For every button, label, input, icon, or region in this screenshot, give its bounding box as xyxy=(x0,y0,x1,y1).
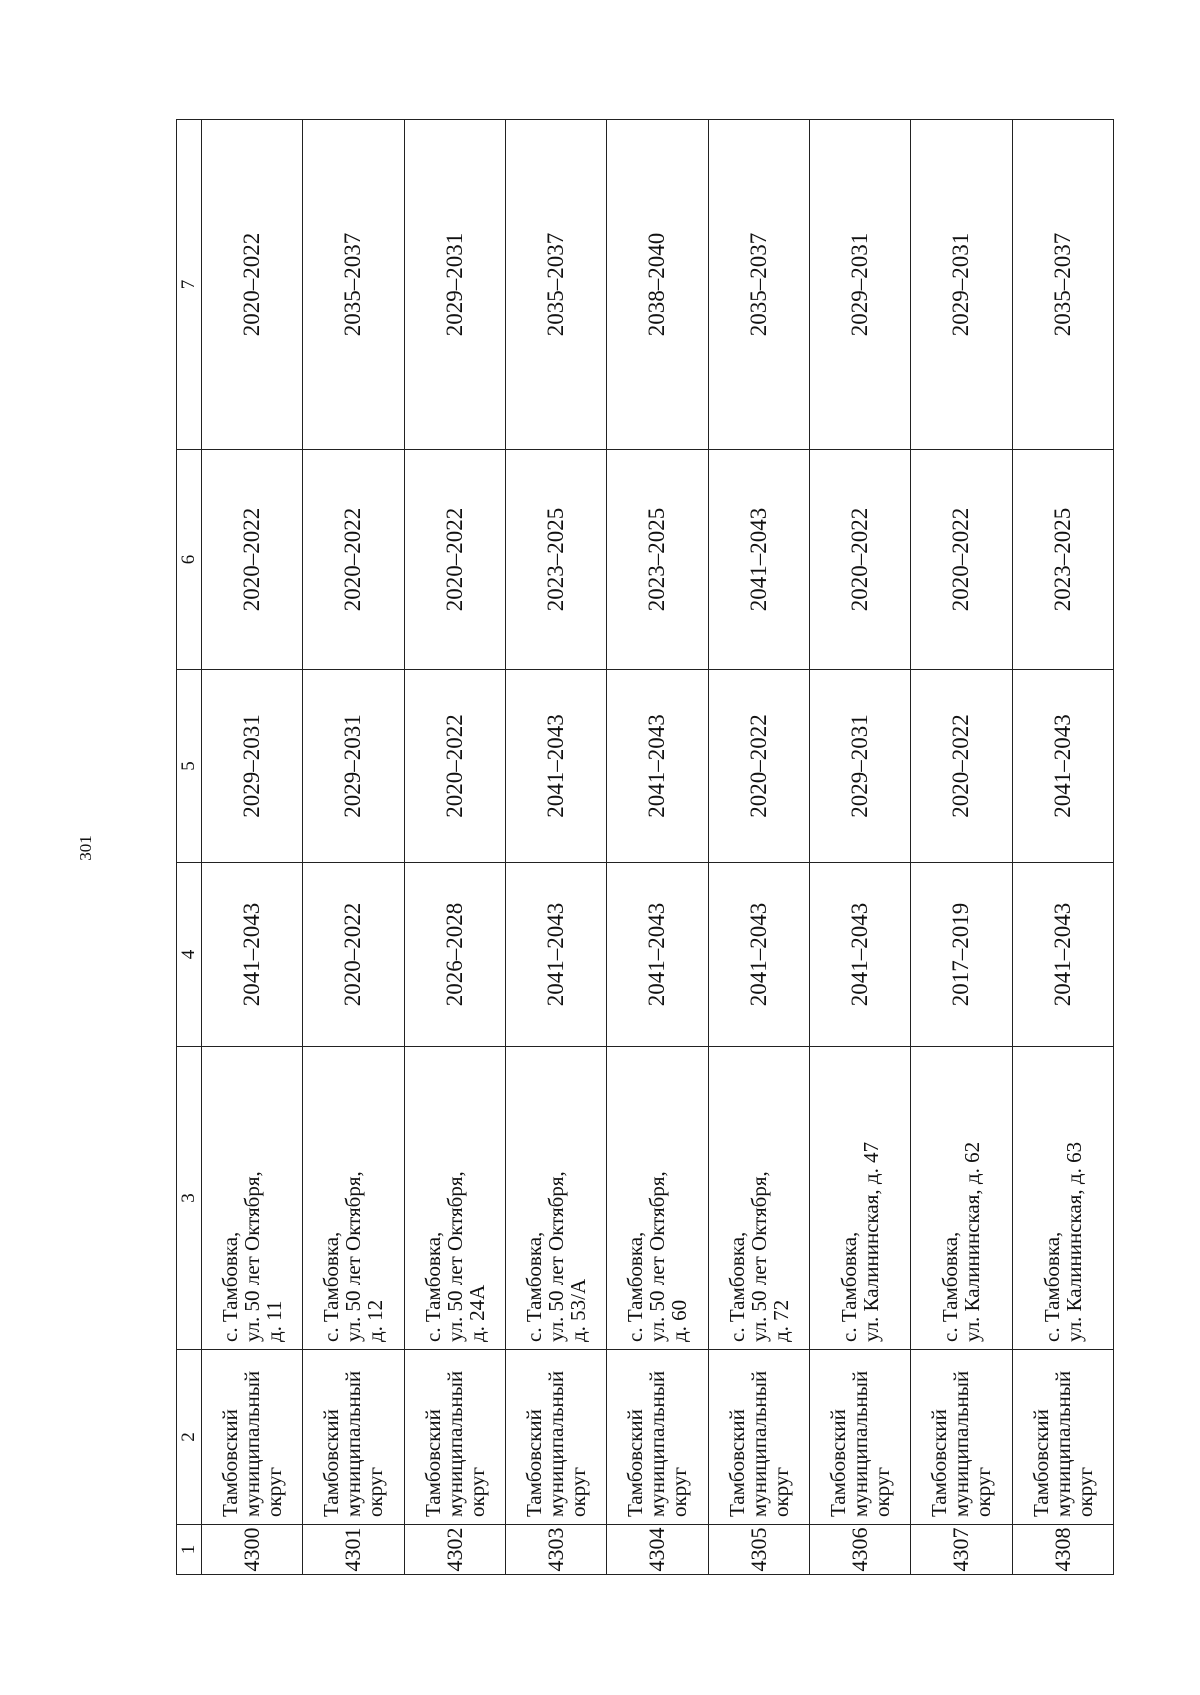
period-cell-c6: 2020–2022 xyxy=(911,450,1012,670)
district-line: округ xyxy=(768,1466,793,1517)
table-header-row xyxy=(177,120,202,1575)
address-line: с. Тамбовка, xyxy=(319,1231,344,1342)
address-line: с. Тамбовка, xyxy=(420,1231,445,1342)
period-cell-c5: 2029–2031 xyxy=(202,670,303,863)
district-cell xyxy=(708,1350,809,1525)
district-cell xyxy=(505,1350,606,1525)
period-cell-c7: 2038–2040 xyxy=(607,120,708,450)
address-line: д. 53/А xyxy=(566,1278,591,1342)
address-cell xyxy=(303,1047,404,1350)
district-line: Тамбовский xyxy=(420,1409,445,1517)
period-cell-c4: 2041–2043 xyxy=(505,863,606,1047)
address-cell xyxy=(202,1047,303,1350)
row-number-cell: 4306 xyxy=(809,1525,910,1575)
period-cell-c5: 2020–2022 xyxy=(404,670,505,863)
table-row xyxy=(708,120,809,1575)
district-line: муниципальный xyxy=(240,1370,265,1517)
period-cell-c7: 2035–2037 xyxy=(708,120,809,450)
address-line: ул. Калининская, д. 47 xyxy=(859,1141,884,1342)
district-line: округ xyxy=(971,1466,996,1517)
district-line: муниципальный xyxy=(949,1370,974,1517)
address-line: ул. Калининская, д. 63 xyxy=(1061,1141,1086,1342)
period-cell-c7: 2029–2031 xyxy=(404,120,505,450)
column-header: 6 xyxy=(177,450,202,670)
column-header: 7 xyxy=(177,120,202,450)
district-cell xyxy=(809,1350,910,1525)
period-cell-c4: 2041–2043 xyxy=(809,863,910,1047)
district-cell xyxy=(911,1350,1012,1525)
district-line: муниципальный xyxy=(746,1370,771,1517)
district-line: Тамбовский xyxy=(724,1409,749,1517)
address-line: ул. 50 лет Октября, xyxy=(645,1171,670,1342)
address-line: с. Тамбовка, xyxy=(218,1231,243,1342)
period-cell-c5: 2020–2022 xyxy=(911,670,1012,863)
period-cell-c6: 2020–2022 xyxy=(404,450,505,670)
row-number-cell: 4301 xyxy=(303,1525,404,1575)
address-line: д. 72 xyxy=(768,1299,793,1342)
address-cell xyxy=(708,1047,809,1350)
row-number-cell: 4300 xyxy=(202,1525,303,1575)
housing-repair-schedule-table xyxy=(176,119,1114,1575)
district-line: округ xyxy=(262,1466,287,1517)
address-line: с. Тамбовка, xyxy=(1039,1231,1064,1342)
address-line: с. Тамбовка, xyxy=(837,1231,862,1342)
row-number-cell: 4305 xyxy=(708,1525,809,1575)
district-line: Тамбовский xyxy=(927,1409,952,1517)
column-header: 1 xyxy=(177,1525,202,1575)
period-cell-c6: 2023–2025 xyxy=(607,450,708,670)
district-line: муниципальный xyxy=(1050,1370,1075,1517)
period-cell-c7: 2035–2037 xyxy=(505,120,606,450)
column-header: 5 xyxy=(177,670,202,863)
district-line: округ xyxy=(1072,1466,1097,1517)
district-line: муниципальный xyxy=(544,1370,569,1517)
period-cell-c5: 2020–2022 xyxy=(708,670,809,863)
district-line: муниципальный xyxy=(341,1370,366,1517)
table-row xyxy=(505,120,606,1575)
district-line: округ xyxy=(667,1466,692,1517)
table-row xyxy=(202,120,303,1575)
district-cell xyxy=(303,1350,404,1525)
period-cell-c6: 2023–2025 xyxy=(1012,450,1113,670)
period-cell-c4: 2041–2043 xyxy=(1012,863,1113,1047)
address-line: ул. Калининская, д. 62 xyxy=(960,1141,985,1342)
table-row xyxy=(911,120,1012,1575)
row-number-cell: 4307 xyxy=(911,1525,1012,1575)
address-cell xyxy=(809,1047,910,1350)
row-number-cell: 4308 xyxy=(1012,1525,1113,1575)
table-row xyxy=(1012,120,1113,1575)
period-cell-c6: 2041–2043 xyxy=(708,450,809,670)
district-line: Тамбовский xyxy=(522,1409,547,1517)
row-number-cell: 4302 xyxy=(404,1525,505,1575)
column-header: 4 xyxy=(177,863,202,1047)
district-line: Тамбовский xyxy=(319,1409,344,1517)
address-line: ул. 50 лет Октября, xyxy=(442,1171,467,1342)
rotated-table-container xyxy=(176,120,1114,1575)
period-cell-c7: 2029–2031 xyxy=(809,120,910,450)
table-row xyxy=(404,120,505,1575)
address-line: ул. 50 лет Октября, xyxy=(746,1171,771,1342)
address-cell xyxy=(911,1047,1012,1350)
address-cell xyxy=(607,1047,708,1350)
row-number-cell: 4303 xyxy=(505,1525,606,1575)
address-line: с. Тамбовка, xyxy=(724,1231,749,1342)
district-cell xyxy=(202,1350,303,1525)
period-cell-c7: 2020–2022 xyxy=(202,120,303,450)
address-line: д. 12 xyxy=(363,1299,388,1342)
table-row xyxy=(303,120,404,1575)
period-cell-c5: 2029–2031 xyxy=(303,670,404,863)
district-cell xyxy=(1012,1350,1113,1525)
period-cell-c5: 2041–2043 xyxy=(607,670,708,863)
address-line: д. 60 xyxy=(667,1299,692,1342)
period-cell-c5: 2029–2031 xyxy=(809,670,910,863)
period-cell-c4: 2041–2043 xyxy=(202,863,303,1047)
district-line: муниципальный xyxy=(442,1370,467,1517)
period-cell-c7: 2029–2031 xyxy=(911,120,1012,450)
district-line: Тамбовский xyxy=(218,1409,243,1517)
district-line: округ xyxy=(464,1466,489,1517)
address-line: с. Тамбовка, xyxy=(938,1231,963,1342)
address-line: д. 24А xyxy=(464,1284,489,1342)
period-cell-c5: 2041–2043 xyxy=(1012,670,1113,863)
address-line: с. Тамбовка, xyxy=(522,1231,547,1342)
district-line: Тамбовский xyxy=(1028,1409,1053,1517)
period-cell-c6: 2020–2022 xyxy=(809,450,910,670)
address-cell xyxy=(505,1047,606,1350)
district-line: округ xyxy=(870,1466,895,1517)
address-line: д. 11 xyxy=(262,1300,287,1342)
address-line: ул. 50 лет Октября, xyxy=(544,1171,569,1342)
address-line: ул. 50 лет Октября, xyxy=(240,1171,265,1342)
column-header: 2 xyxy=(177,1350,202,1525)
period-cell-c4: 2026–2028 xyxy=(404,863,505,1047)
period-cell-c6: 2023–2025 xyxy=(505,450,606,670)
column-header: 3 xyxy=(177,1047,202,1350)
district-line: Тамбовский xyxy=(826,1409,851,1517)
table-row xyxy=(809,120,910,1575)
period-cell-c4: 2017–2019 xyxy=(911,863,1012,1047)
period-cell-c4: 2020–2022 xyxy=(303,863,404,1047)
period-cell-c6: 2020–2022 xyxy=(202,450,303,670)
period-cell-c4: 2041–2043 xyxy=(708,863,809,1047)
period-cell-c6: 2020–2022 xyxy=(303,450,404,670)
table-row xyxy=(607,120,708,1575)
period-cell-c4: 2041–2043 xyxy=(607,863,708,1047)
district-line: округ xyxy=(566,1466,591,1517)
address-cell xyxy=(1012,1047,1113,1350)
address-line: ул. 50 лет Октября, xyxy=(341,1171,366,1342)
period-cell-c5: 2041–2043 xyxy=(505,670,606,863)
district-line: муниципальный xyxy=(645,1370,670,1517)
district-cell xyxy=(607,1350,708,1525)
address-cell xyxy=(404,1047,505,1350)
district-line: муниципальный xyxy=(848,1370,873,1517)
district-cell xyxy=(404,1350,505,1525)
row-number-cell: 4304 xyxy=(607,1525,708,1575)
district-line: округ xyxy=(363,1466,388,1517)
period-cell-c7: 2035–2037 xyxy=(303,120,404,450)
table-body xyxy=(202,120,1114,1575)
district-line: Тамбовский xyxy=(623,1409,648,1517)
period-cell-c7: 2035–2037 xyxy=(1012,120,1113,450)
address-line: с. Тамбовка, xyxy=(623,1231,648,1342)
page-number: 301 xyxy=(76,835,95,861)
